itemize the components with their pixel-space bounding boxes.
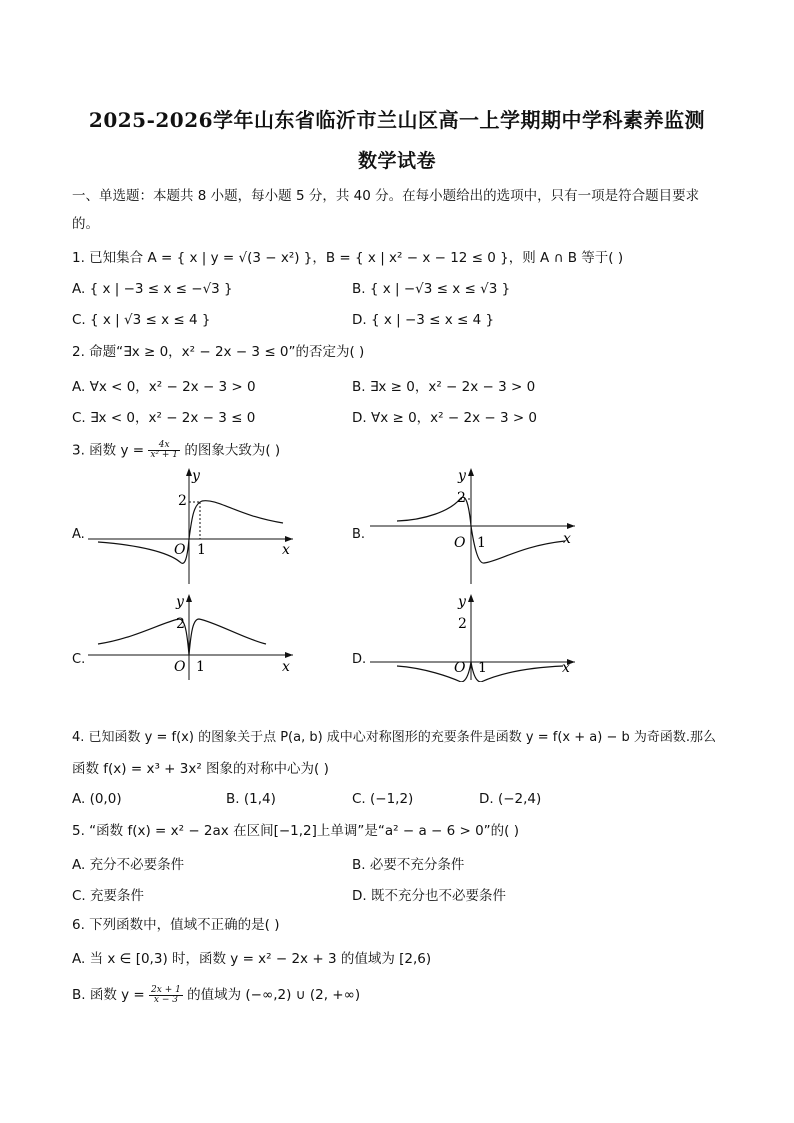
y-label: y [458, 468, 466, 484]
q1-option-d: D. { x | −3 ≤ x ≤ 4 } [352, 312, 495, 328]
section-heading: 一、单选题：本题共 8 小题，每小题 5 分，共 40 分。在每小题给出的选项中，只有一项是符合题目要求 [72, 188, 700, 204]
y-label: y [192, 468, 200, 484]
q3-frac-denominator: x² + 1 [150, 450, 179, 460]
exam-title: 2025-2026学年山东省临沂市兰山区高一上学期期中学科素养监测 [88, 108, 706, 132]
q3-graph-b [370, 466, 580, 586]
exam-subtitle: 数学试卷 [357, 150, 436, 172]
q5-option-b: B. 必要不充分条件 [352, 857, 465, 873]
q4-option-b: B. (1,4) [226, 791, 276, 807]
q3-label-c: C. [72, 652, 86, 667]
q3-stem-pre: 3. 函数 y = [72, 442, 149, 459]
y-label: y [176, 594, 184, 610]
origin-label: O [454, 660, 466, 676]
x-label: x [563, 531, 571, 547]
q6-stem: 6. 下列函数中，值域不正确的是( ) [72, 917, 280, 933]
q6-b-pre: B. 函数 y = [72, 987, 150, 1003]
q2-option-d: D. ∀x ≥ 0，x² − 2x − 3 > 0 [352, 410, 538, 426]
origin-label: O [174, 542, 186, 558]
tick-2: 2 [458, 616, 467, 632]
x-label: x [562, 660, 570, 676]
x-label: x [282, 659, 290, 675]
x-axis-arrow [567, 523, 575, 529]
origin-label: O [174, 659, 186, 675]
q3-label-d: D. [352, 652, 367, 667]
q6-b-denominator: x − 3 [153, 994, 178, 1005]
tick-1: 1 [478, 660, 487, 676]
q1-option-a: A. { x | −3 ≤ x ≤ −√3 } [72, 281, 233, 297]
q3-fraction [148, 441, 180, 460]
q6-option-b [72, 983, 360, 1005]
q6-b-numerator: 2x + 1 [151, 984, 181, 995]
q1-option-b: B. { x | −√3 ≤ x ≤ √3 } [352, 281, 511, 297]
q6-b-post: 的值域为 (−∞,2) ∪ (2, +∞) [182, 987, 361, 1003]
q3-stem-post: 的图象大致为( ) [180, 442, 281, 459]
section-heading-cont: 的。 [72, 216, 99, 232]
origin-label: O [454, 535, 466, 551]
q4-stem-line1: 4. 已知函数 y = f(x) 的图象关于点 P(a, b) 成中心对称图形的充要条件是函数 y = f(x + a) − b 为奇函数.那么 [72, 730, 716, 745]
q4-option-c: C. (−1,2) [352, 791, 414, 807]
q3-label-a: A. [72, 527, 85, 542]
q2-option-b: B. ∃x ≥ 0，x² − 2x − 3 > 0 [352, 379, 536, 395]
x-axis-arrow [285, 652, 293, 658]
x-label: x [282, 542, 290, 558]
q2-option-c: C. ∃x < 0，x² − 2x − 3 ≤ 0 [72, 410, 256, 426]
q5-option-a: A. 充分不必要条件 [72, 857, 185, 873]
q2-stem: 2. 命题“∃x ≥ 0，x² − 2x − 3 ≤ 0”的否定为( ) [72, 344, 365, 360]
q3-stem [72, 441, 280, 460]
q5-option-d: D. 既不充分也不必要条件 [352, 888, 506, 904]
function-curve [98, 501, 283, 564]
tick-1: 1 [477, 535, 486, 551]
q4-option-d: D. (−2,4) [479, 791, 542, 807]
q4-stem-line2: 函数 f(x) = x³ + 3x² 图象的对称中心为( ) [72, 761, 329, 777]
q4-option-a: A. (0,0) [72, 791, 122, 807]
q3-graph-c [88, 592, 298, 682]
q6-b-fraction [149, 986, 183, 1005]
tick-1: 1 [197, 542, 206, 558]
tick-2: 2 [178, 493, 187, 509]
y-axis-arrow [468, 594, 474, 602]
q3-graph-a [88, 466, 298, 586]
y-label: y [458, 594, 466, 610]
q3-frac-numerator: 4x [148, 441, 180, 451]
tick-1: 1 [196, 659, 205, 675]
tick-2: 2 [457, 490, 466, 506]
q6-option-a: A. 当 x ∈ [0,3) 时，函数 y = x² − 2x + 3 的值域为 [2,6) [72, 951, 432, 967]
q1-stem: 1. 已知集合 A = { x | y = √(3 − x²) }，B = { x | x² − x − 12 ≤ 0 }，则 A ∩ B 等于( ) [72, 250, 624, 266]
q5-stem: 5. “函数 f(x) = x² − 2ax 在区间[−1,2]上单调”是“a² − a − 6 > 0”的( ) [72, 823, 520, 839]
y-axis-arrow [186, 594, 192, 602]
tick-2: 2 [176, 616, 185, 632]
q3-graph-d [370, 592, 580, 682]
y-axis-arrow [468, 468, 474, 476]
q1-option-c: C. { x | √3 ≤ x ≤ 4 } [72, 312, 211, 328]
q2-option-a: A. ∀x < 0，x² − 2x − 3 > 0 [72, 379, 256, 395]
q3-label-b: B. [352, 527, 366, 542]
function-curve [397, 497, 565, 563]
q5-option-c: C. 充要条件 [72, 888, 145, 904]
